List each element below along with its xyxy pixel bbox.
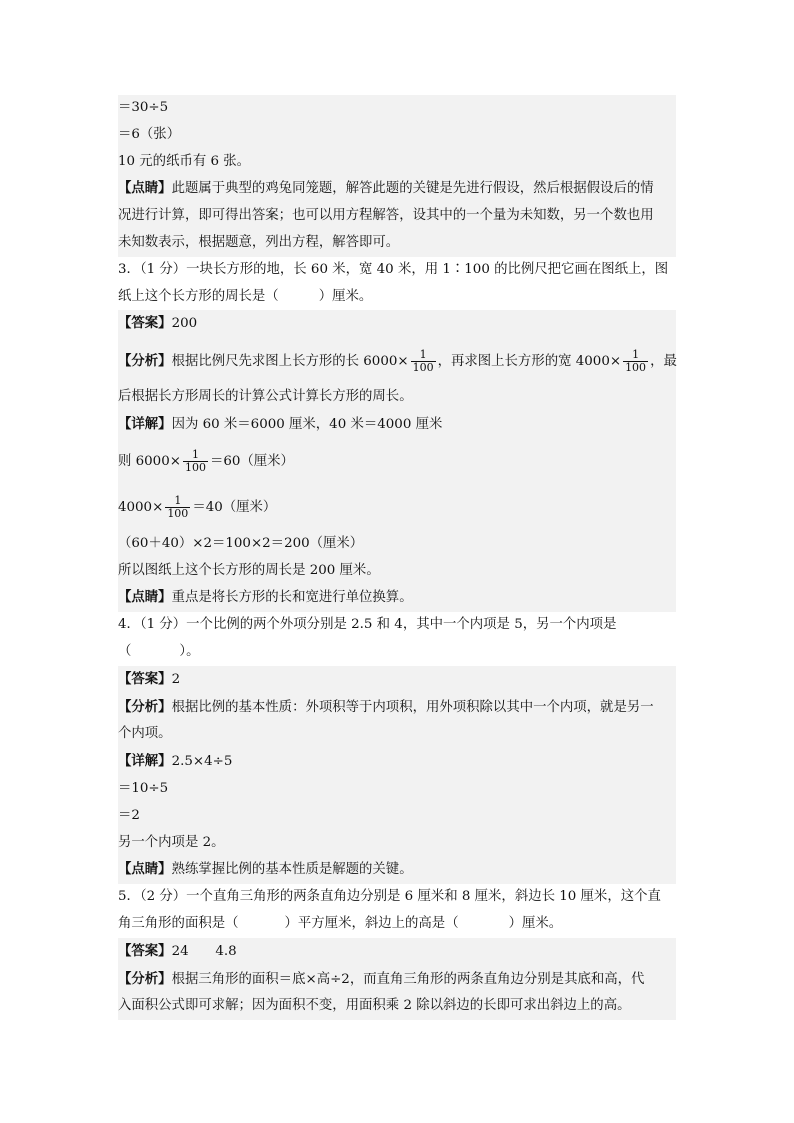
fraction bbox=[183, 449, 208, 474]
detail-text: ＝2 bbox=[118, 807, 140, 823]
analysis-tag: 【分析】 bbox=[118, 970, 172, 987]
comment-line bbox=[118, 856, 676, 884]
comment-line bbox=[118, 175, 676, 203]
question-text: ）厘米。 bbox=[508, 915, 563, 931]
question-text: （ bbox=[118, 643, 132, 659]
fraction-denominator: 100 bbox=[167, 506, 189, 520]
question-text: 3．（1 分）一块长方形的地，长 60 米，宽 40 米，用 1∶100 的比例尺把它画在图纸上，图 bbox=[118, 261, 669, 277]
comment-text: 未知数表示，根据题意，列出方程，解答即可。 bbox=[118, 234, 400, 250]
document-page bbox=[118, 95, 676, 1020]
fraction-denominator: 100 bbox=[412, 361, 434, 375]
detail-text: ＝60（厘米） bbox=[209, 453, 294, 469]
solution-conclusion bbox=[118, 149, 676, 176]
equation-line: ＝6（张） bbox=[118, 126, 181, 142]
answer-tag: 【答案】 bbox=[118, 942, 172, 959]
detail-text: （60＋40）×2＝100×2＝200（厘米） bbox=[118, 535, 364, 551]
analysis-tag: 【分析】 bbox=[118, 698, 172, 715]
analysis-text: 个内项。 bbox=[118, 726, 172, 742]
detail-tag: 【详解】 bbox=[118, 415, 172, 432]
fraction-denominator: 100 bbox=[625, 361, 647, 375]
conclusion-text: 10 元的纸币有 6 张。 bbox=[118, 153, 251, 169]
comment-line bbox=[118, 584, 676, 612]
answer-line bbox=[118, 666, 676, 694]
analysis-line bbox=[118, 694, 676, 722]
analysis-text: ，再求图上长方形的宽 4000× bbox=[437, 354, 622, 370]
comment-line bbox=[118, 230, 676, 257]
comment-tag: 【点睛】 bbox=[118, 180, 172, 197]
detail-line bbox=[118, 439, 676, 485]
question-3-stem bbox=[118, 257, 676, 284]
detail-text: 则 6000× bbox=[118, 453, 181, 469]
answer-tag: 【答案】 bbox=[118, 315, 172, 332]
detail-tag: 【详解】 bbox=[118, 753, 172, 770]
question-5-stem bbox=[118, 911, 676, 938]
detail-line bbox=[118, 411, 676, 439]
question-text: 5．（2 分）一个直角三角形的两条直角边分别是 6 厘米和 8 厘米，斜边长 10 厘米，这个直 bbox=[118, 889, 661, 905]
comment-text: 熟练掌握比例的基本性质是解题的关键。 bbox=[171, 862, 413, 878]
comment-tag: 【点睛】 bbox=[118, 861, 172, 878]
comment-tag: 【点睛】 bbox=[118, 589, 172, 606]
detail-line bbox=[118, 558, 676, 585]
fraction bbox=[623, 349, 648, 374]
fraction-numerator: 1 bbox=[632, 348, 640, 362]
analysis-line bbox=[118, 966, 676, 994]
detail-line bbox=[118, 776, 676, 803]
question-text: ）厘米。 bbox=[318, 288, 373, 304]
answer-line bbox=[118, 310, 676, 338]
detail-text: 另一个内项是 2。 bbox=[118, 834, 225, 850]
answer-value: 2 bbox=[171, 671, 181, 687]
question-text: ）平方厘米，斜边上的高是（ bbox=[284, 915, 459, 931]
equation-line: ＝30÷5 bbox=[118, 100, 169, 115]
answer-line bbox=[118, 938, 676, 966]
analysis-text: 根据比例尺先求图上长方形的长 6000× bbox=[171, 354, 409, 370]
analysis-text: 入面积公式即可求解；因为面积不变，用面积乘 2 除以斜边的长即可求出斜边上的高。 bbox=[118, 998, 631, 1014]
question-4-stem bbox=[118, 612, 676, 639]
analysis-text: 根据比例的基本性质：外项积等于内项积，用外项积除以其中一个内项，就是另一 bbox=[171, 699, 654, 715]
solution-step bbox=[118, 95, 676, 122]
question-text: 角三角形的面积是（ bbox=[118, 915, 239, 931]
analysis-tag: 【分析】 bbox=[118, 353, 172, 370]
detail-text: 4000× bbox=[118, 499, 164, 515]
detail-line bbox=[118, 485, 676, 531]
question-4-stem bbox=[118, 639, 676, 666]
fraction bbox=[165, 495, 190, 520]
comment-text: 况进行计算，即可得出答案；也可以用方程解答，设其中的一个量为未知数，另一个数也用 bbox=[118, 208, 654, 224]
question-3-stem bbox=[118, 284, 676, 311]
detail-text: 因为 60 米＝6000 厘米，40 米＝4000 厘米 bbox=[171, 416, 443, 432]
comment-text: 重点是将长方形的长和宽进行单位换算。 bbox=[171, 590, 413, 606]
analysis-line bbox=[118, 338, 676, 384]
answer-tag: 【答案】 bbox=[118, 670, 172, 687]
analysis-line bbox=[118, 721, 676, 748]
fraction-numerator: 1 bbox=[191, 447, 199, 461]
analysis-text: 根据三角形的面积＝底×高÷2，而直角三角形的两条直角边分别是其底和高，代 bbox=[171, 971, 645, 987]
question-5-stem bbox=[118, 884, 676, 911]
fraction-denominator: 100 bbox=[184, 460, 206, 474]
detail-text: ＝10÷5 bbox=[118, 780, 169, 796]
detail-text: ＝40（厘米） bbox=[192, 499, 277, 515]
fraction-numerator: 1 bbox=[174, 493, 182, 507]
detail-text: 所以图纸上这个长方形的周长是 200 厘米。 bbox=[118, 562, 380, 578]
detail-text: 2.5×4÷5 bbox=[171, 754, 233, 770]
comment-line bbox=[118, 203, 676, 230]
detail-line bbox=[118, 748, 676, 776]
solution-step bbox=[118, 122, 676, 149]
answer-value: 24 4.8 bbox=[171, 943, 237, 959]
detail-line bbox=[118, 531, 676, 558]
analysis-text: ，最 bbox=[650, 354, 677, 370]
analysis-text: 后根据长方形周长的计算公式计算长方形的周长。 bbox=[118, 389, 413, 405]
analysis-line bbox=[118, 993, 676, 1020]
detail-line bbox=[118, 803, 676, 830]
analysis-line bbox=[118, 384, 676, 411]
fraction bbox=[411, 349, 436, 374]
question-text: 4．（1 分）一个比例的两个外项分别是 2.5 和 4，其中一个内项是 5，另一个内项是 bbox=[118, 617, 617, 633]
question-text: 纸上这个长方形的周长是（ bbox=[118, 288, 279, 304]
fraction-numerator: 1 bbox=[419, 348, 427, 362]
answer-value: 200 bbox=[171, 316, 198, 332]
question-text: ）。 bbox=[179, 643, 200, 659]
comment-text: 此题属于典型的鸡兔同笼题，解答此题的关键是先进行假设，然后根据假设后的情 bbox=[171, 181, 654, 197]
detail-line bbox=[118, 830, 676, 857]
